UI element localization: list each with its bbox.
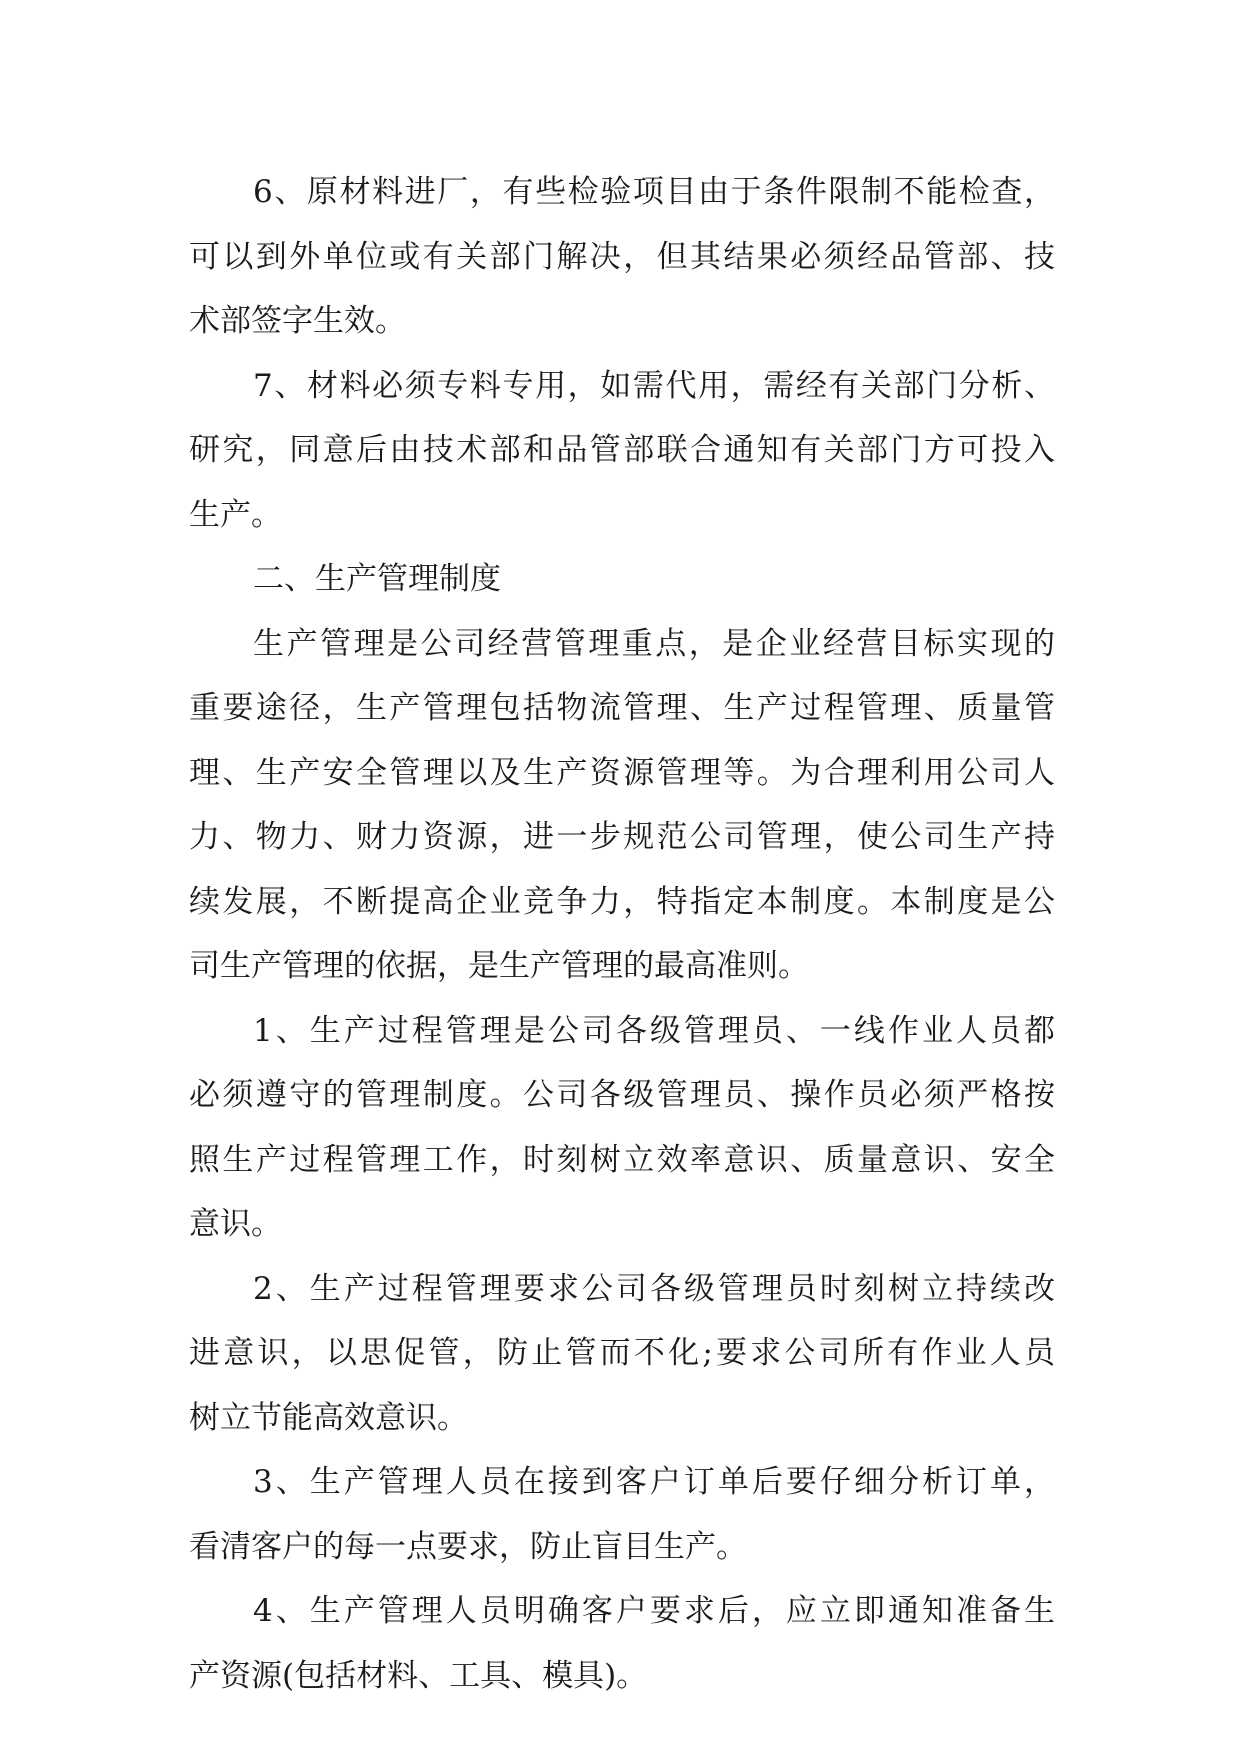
text-line: 照生产过程管理工作，时刻树立效率意识、质量意识、安全	[189, 1141, 1055, 1178]
text-line: 二、生产管理制度	[253, 561, 501, 597]
text-line: 3、生产管理人员在接到客户订单后要仔细分析订单，	[253, 1464, 1055, 1500]
text-line: 术部签字生效。	[189, 303, 406, 339]
text-line: 产资源(包括材料、工具、模具)。	[189, 1657, 648, 1694]
text-line: 司生产管理的依据，是生产管理的最高准则。	[189, 948, 809, 984]
text-line: 2、生产过程管理要求公司各级管理员时刻树立持续改	[253, 1270, 1055, 1307]
text-line: 1、生产过程管理是公司各级管理员、一线作业人员都	[253, 1012, 1055, 1049]
text-line: 力、物力、财力资源，进一步规范公司管理，使公司生产持	[189, 819, 1055, 855]
text-line: 4、生产管理人员明确客户要求后，应立即通知准备生	[253, 1593, 1055, 1629]
text-line: 6、原材料进厂，有些检验项目由于条件限制不能检查，	[253, 174, 1055, 210]
text-line: 进意识，以思促管，防止管而不化;要求公司所有作业人员	[189, 1335, 1055, 1371]
text-line: 可以到外单位或有关部门解决，但其结果必须经品管部、技	[189, 238, 1055, 275]
text-line: 意识。	[189, 1206, 282, 1242]
text-line: 重要途径，生产管理包括物流管理、生产过程管理、质量管	[189, 690, 1055, 726]
document-page	[189, 160, 1055, 1708]
text-line: 看清客户的每一点要求，防止盲目生产。	[189, 1528, 747, 1565]
text-line: 必须遵守的管理制度。公司各级管理员、操作员必须严格按	[189, 1077, 1055, 1113]
text-line: 7、材料必须专料专用，如需代用，需经有关部门分析、	[253, 367, 1055, 404]
text-line: 生产。	[189, 496, 282, 533]
text-line: 树立节能高效意识。	[189, 1399, 468, 1436]
text-line: 续发展，不断提高企业竞争力，特指定本制度。本制度是公	[189, 883, 1055, 920]
text-line: 研究，同意后由技术部和品管部联合通知有关部门方可投入	[189, 432, 1055, 468]
text-line: 理、生产安全管理以及生产资源管理等。为合理利用公司人	[189, 754, 1055, 791]
text-line: 生产管理是公司经营管理重点，是企业经营目标实现的	[253, 625, 1055, 662]
